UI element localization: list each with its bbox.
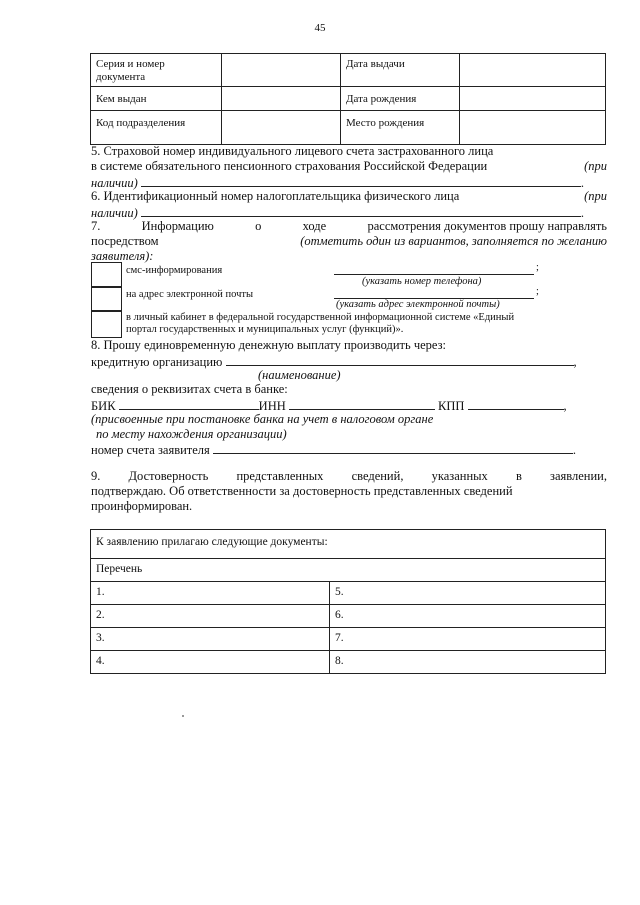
table-row [91, 111, 606, 145]
item7-word: о [255, 219, 262, 233]
item9-line3: проинформирован. [91, 499, 193, 513]
item8-line2: кредитную организацию , [91, 355, 577, 369]
attachment-cell[interactable]: 6. [330, 605, 606, 628]
item5-note: (при [584, 159, 607, 173]
issue-date-field[interactable] [460, 54, 606, 87]
table-row [91, 605, 606, 628]
item6-line1 [91, 189, 607, 204]
item9-word: указанных [431, 469, 488, 483]
document-details-table [90, 53, 606, 145]
item8-line3: сведения о реквизитах счета в банке: [91, 382, 288, 396]
item7-word: рассмотрения документов прошу направлять [367, 219, 607, 233]
item6-note: (при [584, 189, 607, 203]
attachments-table [90, 529, 606, 674]
inn-field[interactable] [141, 204, 581, 217]
item5-line2 [91, 159, 607, 174]
email-checkbox[interactable] [91, 286, 122, 312]
kpp-label: КПП [438, 399, 465, 413]
issued-by-field[interactable] [222, 87, 341, 111]
issue-date-label: Дата выдачи [341, 54, 460, 87]
phone-hint: (указать номер телефона) [362, 276, 482, 287]
item5-note-cont: наличии) [91, 176, 138, 190]
attachment-cell[interactable]: 3. [91, 628, 330, 651]
bik-field[interactable] [119, 397, 259, 410]
attachment-cell[interactable]: 1. [91, 582, 330, 605]
credit-org-label: кредитную организацию [91, 355, 223, 369]
item9-word: в [515, 469, 522, 483]
item7-line1 [91, 219, 607, 234]
attachment-cell[interactable]: 5. [330, 582, 606, 605]
inn-label: ИНН [258, 399, 286, 413]
issued-by-label: Кем выдан [91, 87, 222, 111]
series-number-label: Серия и номер документа [91, 54, 222, 87]
item7-line2 [91, 234, 607, 249]
cabinet-label-line2: портал государственных и муниципальных услуг (функций)». [126, 324, 404, 335]
item6-text: 6. Идентификационный номер налогоплательщика физического лица [91, 189, 460, 203]
page-number: 45 [314, 22, 326, 34]
attachment-cell[interactable]: 8. [330, 651, 606, 674]
item8-line1: 8. Прошу единовременную денежную выплату производить через: [91, 338, 447, 352]
table-row [91, 651, 606, 674]
item9-number: 9. [91, 469, 101, 483]
series-number-field[interactable] [222, 54, 341, 87]
item9-word: заявлении, [550, 469, 607, 483]
account-label: номер счета заявителя [91, 443, 210, 457]
sms-label: смс-информирования [126, 265, 223, 276]
division-code-field[interactable] [222, 111, 341, 145]
item7-note-cont: заявителя): [91, 249, 154, 263]
attachment-cell[interactable]: 7. [330, 628, 606, 651]
table-row [91, 54, 606, 87]
bank-inn-field[interactable] [289, 397, 435, 410]
scan-speck [182, 715, 184, 717]
semicolon: ; [536, 262, 539, 273]
item7-number: 7. [91, 219, 101, 233]
cabinet-checkbox[interactable] [91, 310, 122, 338]
table-row [91, 582, 606, 605]
birth-date-field[interactable] [460, 87, 606, 111]
item5-text: в системе обязательного пенсионного страхования Российской Федерации [91, 159, 488, 173]
phone-field[interactable] [334, 262, 534, 275]
account-field[interactable] [213, 441, 573, 454]
birth-place-field[interactable] [460, 111, 606, 145]
attachment-cell[interactable]: 4. [91, 651, 330, 674]
semicolon: ; [536, 286, 539, 297]
birth-date-label: Дата рождения [341, 87, 460, 111]
item5-line1: 5. Страховой номер индивидуального лицевого счета застрахованного лица [91, 144, 494, 158]
item7-word: ходе [302, 219, 327, 233]
email-label: на адрес электронной почты [126, 289, 254, 300]
bank-codes-line: БИК ИНН КПП , [91, 399, 567, 413]
attachments-header: К заявлению прилагаю следующие документы: [91, 530, 606, 559]
attachments-subheader: Перечень [91, 559, 606, 582]
email-field[interactable] [334, 286, 534, 299]
item9-word: сведений, [351, 469, 404, 483]
account-line: номер счета заявителя . [91, 443, 577, 457]
item7-note: (отметить один из вариантов, заполняется по желанию [300, 234, 607, 248]
item6-line2: наличии) . [91, 206, 585, 220]
table-row [91, 628, 606, 651]
sms-checkbox[interactable] [91, 262, 122, 288]
item7-word: Информацию [141, 219, 214, 233]
item5-line3: наличии) . [91, 176, 585, 190]
item9-line1 [91, 469, 607, 484]
attachment-cell[interactable]: 2. [91, 605, 330, 628]
cabinet-label-line1: в личный кабинет в федеральной государственной информационной системе «Единый [126, 312, 515, 323]
table-row [91, 530, 606, 559]
snils-field[interactable] [141, 174, 581, 187]
division-code-label: Код подразделения [91, 111, 222, 145]
bank-hint-line2: по месту нахождения организации) [96, 427, 287, 441]
kpp-field[interactable] [468, 397, 564, 410]
table-row [91, 559, 606, 582]
item9-word: представленных [236, 469, 324, 483]
item6-note-cont: наличии) [91, 206, 138, 220]
item9-word: Достоверность [128, 469, 209, 483]
item7-text: посредством [91, 234, 159, 248]
bank-hint-line1: (присвоенные при постановке банка на учет в налоговом органе [91, 412, 434, 426]
birth-place-label: Место рождения [341, 111, 460, 145]
credit-org-hint: (наименование) [258, 368, 341, 382]
table-row [91, 87, 606, 111]
bik-label: БИК [91, 399, 116, 413]
item9-line2: подтверждаю. Об ответственности за достоверность представленных сведений [91, 484, 513, 498]
email-hint: (указать адрес электронной почты) [336, 299, 500, 310]
credit-org-field[interactable] [226, 353, 574, 366]
